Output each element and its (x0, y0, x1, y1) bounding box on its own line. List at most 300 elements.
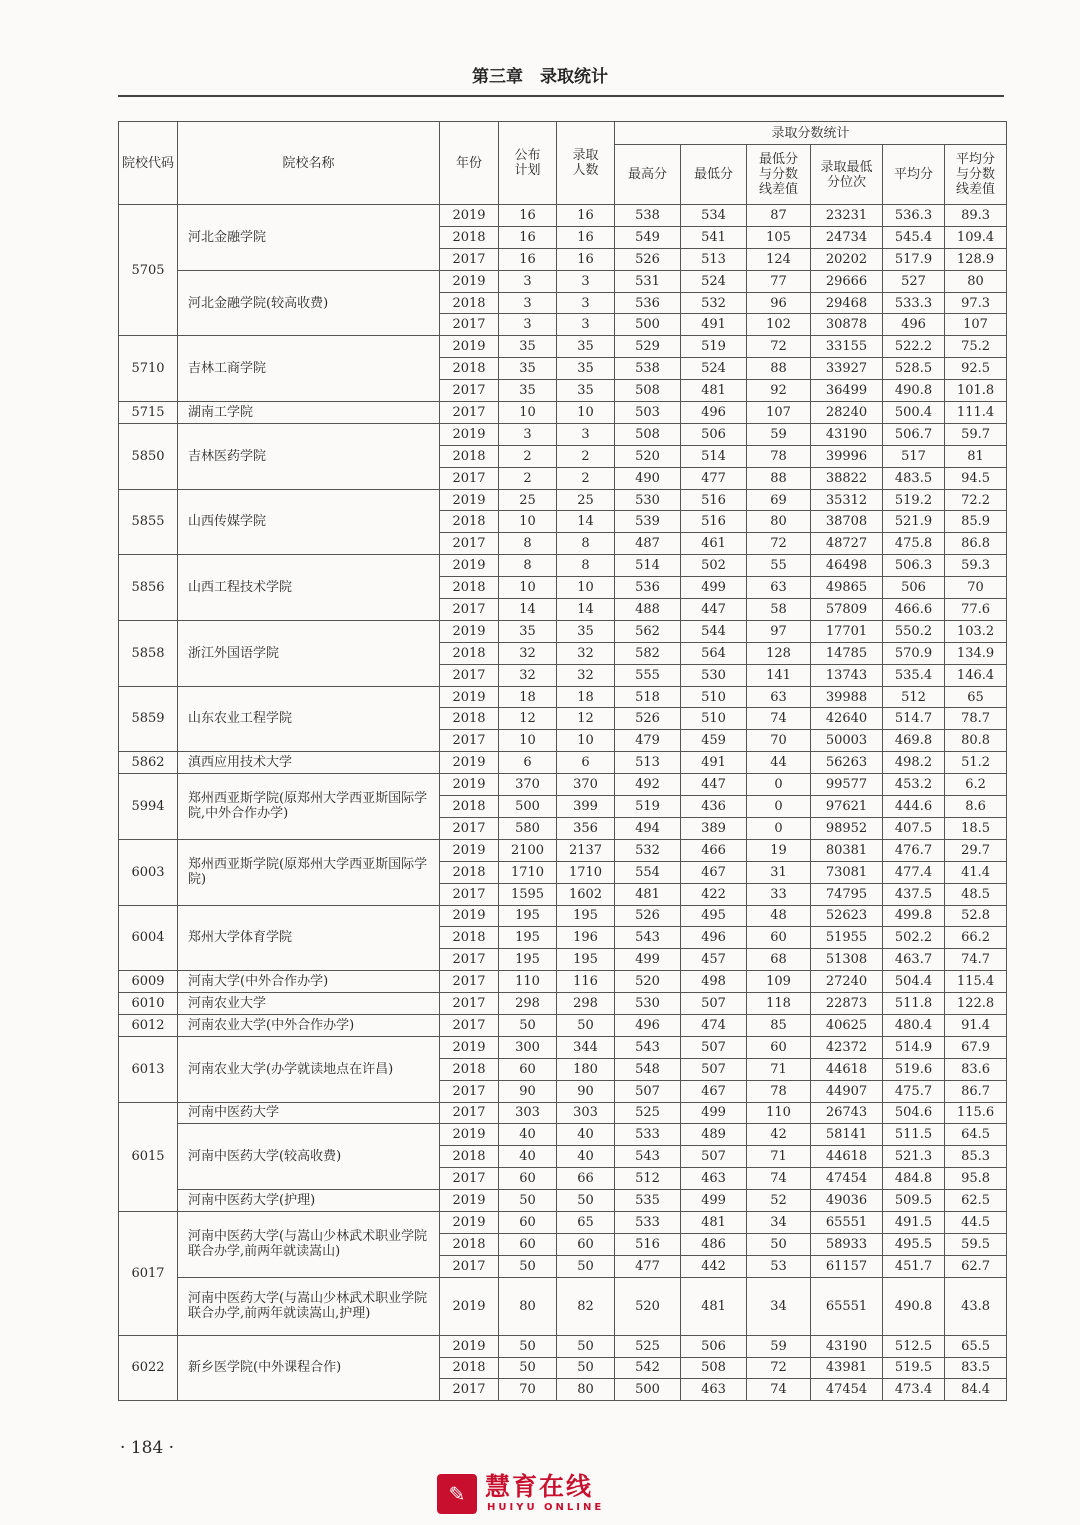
cell-admitted: 16 (557, 205, 615, 227)
logo-text-cn: 慧育在线 (485, 1472, 594, 1501)
cell-min: 496 (681, 402, 747, 424)
cell-year: 2019 (440, 555, 499, 577)
cell-avg-diff: 92.5 (945, 358, 1007, 380)
cell-year: 2017 (440, 380, 499, 402)
institution-name: 河南中医药大学(与嵩山少林武术职业学院联合办学,前两年就读嵩山,护理) (178, 1277, 440, 1335)
cell-max: 490 (615, 467, 681, 489)
cell-avg: 469.8 (883, 730, 945, 752)
cell-min-diff: 74 (747, 1168, 811, 1190)
institution-name: 新乡医学院(中外课程合作) (178, 1335, 440, 1401)
cell-admitted: 10 (557, 402, 615, 424)
cell-min: 459 (681, 730, 747, 752)
cell-year: 2018 (440, 1058, 499, 1080)
cell-max: 530 (615, 489, 681, 511)
cell-avg: 536.3 (883, 205, 945, 227)
cell-min-rank: 39996 (811, 445, 883, 467)
cell-min: 524 (681, 270, 747, 292)
cell-min-rank: 42372 (811, 1036, 883, 1058)
cell-avg-diff: 78.7 (945, 708, 1007, 730)
institution-name: 河南中医药大学(与嵩山少林武术职业学院联合办学,前两年就读嵩山) (178, 1211, 440, 1277)
table-row (119, 1102, 1007, 1124)
header-stats-group: 录取分数统计 (615, 122, 1007, 145)
table-row (119, 1014, 1007, 1036)
cell-min-diff: 50 (747, 1233, 811, 1255)
cell-min: 466 (681, 839, 747, 861)
cell-avg: 451.7 (883, 1255, 945, 1277)
table-row (119, 336, 1007, 358)
cell-avg-diff: 59.3 (945, 555, 1007, 577)
cell-min: 461 (681, 533, 747, 555)
cell-min-diff: 31 (747, 861, 811, 883)
cell-plan: 40 (499, 1146, 557, 1168)
cell-min-rank: 28240 (811, 402, 883, 424)
cell-max: 533 (615, 1124, 681, 1146)
cell-admitted: 116 (557, 971, 615, 993)
cell-avg: 491.5 (883, 1211, 945, 1233)
cell-min-diff: 71 (747, 1146, 811, 1168)
cell-min-diff: 97 (747, 620, 811, 642)
table-row (119, 489, 1007, 511)
cell-min-rank: 36499 (811, 380, 883, 402)
cell-min-diff: 55 (747, 555, 811, 577)
cell-max: 538 (615, 358, 681, 380)
cell-plan: 2 (499, 467, 557, 489)
cell-plan: 70 (499, 1379, 557, 1401)
cell-plan: 90 (499, 1080, 557, 1102)
cell-avg: 535.4 (883, 664, 945, 686)
cell-year: 2017 (440, 817, 499, 839)
cell-min-rank: 50003 (811, 730, 883, 752)
cell-min-diff: 48 (747, 905, 811, 927)
cell-avg-diff: 128.9 (945, 248, 1007, 270)
cell-admitted: 80 (557, 1379, 615, 1401)
cell-plan: 35 (499, 358, 557, 380)
institution-name: 河南农业大学 (178, 993, 440, 1015)
cell-year: 2018 (440, 226, 499, 248)
cell-min-rank: 43190 (811, 423, 883, 445)
cell-min-diff: 70 (747, 730, 811, 752)
cell-min-diff: 69 (747, 489, 811, 511)
institution-name: 河南农业大学(办学就读地点在许昌) (178, 1036, 440, 1102)
cell-admitted: 50 (557, 1335, 615, 1357)
cell-avg-diff: 65.5 (945, 1335, 1007, 1357)
cell-year: 2019 (440, 336, 499, 358)
cell-plan: 8 (499, 555, 557, 577)
cell-year: 2017 (440, 730, 499, 752)
admission-table (118, 121, 1007, 1401)
cell-plan: 60 (499, 1168, 557, 1190)
cell-admitted: 8 (557, 555, 615, 577)
logo-mark-icon: ✎ (437, 1474, 477, 1514)
cell-year: 2019 (440, 839, 499, 861)
cell-min-rank: 80381 (811, 839, 883, 861)
cell-min-diff: 60 (747, 1036, 811, 1058)
institution-name: 湖南工学院 (178, 402, 440, 424)
cell-max: 526 (615, 248, 681, 270)
cell-avg-diff: 74.7 (945, 949, 1007, 971)
cell-year: 2017 (440, 248, 499, 270)
cell-avg-diff: 111.4 (945, 402, 1007, 424)
cell-plan: 8 (499, 533, 557, 555)
cell-min-rank: 44907 (811, 1080, 883, 1102)
cell-avg: 514.7 (883, 708, 945, 730)
institution-code: 6012 (119, 1014, 178, 1036)
cell-year: 2019 (440, 1036, 499, 1058)
cell-year: 2018 (440, 1146, 499, 1168)
cell-admitted: 180 (557, 1058, 615, 1080)
cell-min-diff: 85 (747, 1014, 811, 1036)
cell-plan: 195 (499, 927, 557, 949)
cell-max: 582 (615, 642, 681, 664)
cell-avg: 480.4 (883, 1014, 945, 1036)
cell-min-rank: 52623 (811, 905, 883, 927)
cell-admitted: 2 (557, 445, 615, 467)
cell-min: 507 (681, 1146, 747, 1168)
cell-min: 498 (681, 971, 747, 993)
cell-min-rank: 42640 (811, 708, 883, 730)
cell-plan: 60 (499, 1058, 557, 1080)
institution-code: 6010 (119, 993, 178, 1015)
cell-min: 544 (681, 620, 747, 642)
cell-avg-diff: 89.3 (945, 205, 1007, 227)
table-row (119, 270, 1007, 292)
cell-min-diff: 42 (747, 1124, 811, 1146)
cell-year: 2019 (440, 1211, 499, 1233)
cell-min-rank: 44618 (811, 1058, 883, 1080)
cell-plan: 298 (499, 993, 557, 1015)
cell-min-rank: 43190 (811, 1335, 883, 1357)
cell-min-rank: 38822 (811, 467, 883, 489)
cell-admitted: 3 (557, 270, 615, 292)
cell-plan: 80 (499, 1277, 557, 1335)
cell-avg-diff: 83.6 (945, 1058, 1007, 1080)
cell-max: 520 (615, 445, 681, 467)
cell-avg: 476.7 (883, 839, 945, 861)
cell-min-rank: 98952 (811, 817, 883, 839)
cell-avg-diff: 8.6 (945, 796, 1007, 818)
cell-min-diff: 58 (747, 599, 811, 621)
cell-max: 536 (615, 577, 681, 599)
cell-avg: 506.7 (883, 423, 945, 445)
cell-min-rank: 56263 (811, 752, 883, 774)
cell-year: 2018 (440, 796, 499, 818)
cell-min-rank: 29666 (811, 270, 883, 292)
cell-avg: 550.2 (883, 620, 945, 642)
cell-avg-diff: 66.2 (945, 927, 1007, 949)
cell-max: 535 (615, 1190, 681, 1212)
cell-min-diff: 71 (747, 1058, 811, 1080)
cell-admitted: 35 (557, 358, 615, 380)
cell-avg: 517 (883, 445, 945, 467)
cell-avg: 500.4 (883, 402, 945, 424)
cell-min-rank: 65551 (811, 1277, 883, 1335)
cell-plan: 12 (499, 708, 557, 730)
huiyu-logo (437, 1472, 647, 1516)
cell-year: 2018 (440, 1357, 499, 1379)
institution-code: 5715 (119, 402, 178, 424)
cell-year: 2018 (440, 292, 499, 314)
cell-min: 508 (681, 1357, 747, 1379)
institution-code: 5856 (119, 555, 178, 621)
cell-min-rank: 24734 (811, 226, 883, 248)
cell-avg-diff: 18.5 (945, 817, 1007, 839)
cell-min-rank: 43981 (811, 1357, 883, 1379)
cell-min-rank: 61157 (811, 1255, 883, 1277)
institution-code: 5858 (119, 620, 178, 686)
page-number: · 184 · (120, 1438, 175, 1458)
table-row (119, 774, 1007, 796)
cell-min: 477 (681, 467, 747, 489)
cell-min-rank: 33155 (811, 336, 883, 358)
cell-year: 2019 (440, 423, 499, 445)
table-row (119, 1036, 1007, 1058)
cell-min: 532 (681, 292, 747, 314)
cell-min: 507 (681, 1036, 747, 1058)
cell-min: 491 (681, 314, 747, 336)
cell-max: 520 (615, 971, 681, 993)
cell-min-diff: 63 (747, 577, 811, 599)
table-row (119, 1190, 1007, 1212)
cell-min-rank: 29468 (811, 292, 883, 314)
cell-min: 541 (681, 226, 747, 248)
cell-avg-diff: 81 (945, 445, 1007, 467)
cell-min: 486 (681, 1233, 747, 1255)
cell-min-diff: 74 (747, 708, 811, 730)
cell-admitted: 3 (557, 292, 615, 314)
cell-max: 554 (615, 861, 681, 883)
cell-plan: 3 (499, 423, 557, 445)
cell-plan: 50 (499, 1014, 557, 1036)
cell-year: 2018 (440, 708, 499, 730)
cell-avg: 483.5 (883, 467, 945, 489)
cell-avg: 504.4 (883, 971, 945, 993)
table-row (119, 1211, 1007, 1233)
cell-avg: 512 (883, 686, 945, 708)
cell-year: 2017 (440, 467, 499, 489)
cell-admitted: 3 (557, 423, 615, 445)
cell-min-diff: 33 (747, 883, 811, 905)
cell-max: 549 (615, 226, 681, 248)
cell-min: 467 (681, 861, 747, 883)
cell-min: 514 (681, 445, 747, 467)
cell-min: 463 (681, 1168, 747, 1190)
institution-code: 6004 (119, 905, 178, 971)
cell-year: 2017 (440, 1168, 499, 1190)
cell-avg: 506.3 (883, 555, 945, 577)
cell-avg-diff: 103.2 (945, 620, 1007, 642)
cell-min: 519 (681, 336, 747, 358)
cell-avg: 506 (883, 577, 945, 599)
institution-name: 吉林医药学院 (178, 423, 440, 489)
cell-avg-diff: 101.8 (945, 380, 1007, 402)
institution-name: 山西传媒学院 (178, 489, 440, 555)
cell-admitted: 3 (557, 314, 615, 336)
cell-min-diff: 141 (747, 664, 811, 686)
cell-plan: 16 (499, 248, 557, 270)
cell-min-rank: 23231 (811, 205, 883, 227)
header-avg-diff: 平均分与分数线差值 (945, 145, 1007, 205)
cell-max: 538 (615, 205, 681, 227)
cell-year: 2018 (440, 861, 499, 883)
cell-admitted: 399 (557, 796, 615, 818)
header-avg: 平均分 (883, 145, 945, 205)
institution-code: 6017 (119, 1211, 178, 1335)
table-row (119, 752, 1007, 774)
cell-max: 525 (615, 1335, 681, 1357)
cell-year: 2018 (440, 927, 499, 949)
cell-admitted: 60 (557, 1233, 615, 1255)
cell-max: 512 (615, 1168, 681, 1190)
cell-year: 2018 (440, 1233, 499, 1255)
cell-avg: 504.6 (883, 1102, 945, 1124)
cell-avg: 407.5 (883, 817, 945, 839)
cell-min-diff: 0 (747, 796, 811, 818)
cell-min-rank: 51308 (811, 949, 883, 971)
cell-plan: 16 (499, 205, 557, 227)
cell-max: 555 (615, 664, 681, 686)
cell-min-rank: 39988 (811, 686, 883, 708)
table-row (119, 1124, 1007, 1146)
cell-min: 510 (681, 686, 747, 708)
cell-avg-diff: 85.9 (945, 511, 1007, 533)
cell-min-rank: 57809 (811, 599, 883, 621)
cell-min-rank: 33927 (811, 358, 883, 380)
cell-min-diff: 44 (747, 752, 811, 774)
cell-plan: 10 (499, 511, 557, 533)
institution-code: 5710 (119, 336, 178, 402)
cell-avg-diff: 67.9 (945, 1036, 1007, 1058)
cell-max: 548 (615, 1058, 681, 1080)
cell-avg-diff: 62.5 (945, 1190, 1007, 1212)
cell-year: 2019 (440, 1190, 499, 1212)
institution-code: 5705 (119, 205, 178, 336)
cell-min: 447 (681, 774, 747, 796)
cell-year: 2017 (440, 883, 499, 905)
cell-min: 499 (681, 1190, 747, 1212)
cell-min-rank: 65551 (811, 1211, 883, 1233)
cell-min-diff: 80 (747, 511, 811, 533)
cell-min: 474 (681, 1014, 747, 1036)
cell-avg-diff: 83.5 (945, 1357, 1007, 1379)
institution-name: 滇西应用技术大学 (178, 752, 440, 774)
cell-avg: 528.5 (883, 358, 945, 380)
cell-min: 467 (681, 1080, 747, 1102)
cell-admitted: 6 (557, 752, 615, 774)
cell-min-diff: 78 (747, 1080, 811, 1102)
cell-min-diff: 78 (747, 445, 811, 467)
cell-admitted: 16 (557, 226, 615, 248)
cell-year: 2019 (440, 205, 499, 227)
table-row (119, 971, 1007, 993)
cell-plan: 3 (499, 292, 557, 314)
header-rule (118, 95, 1004, 97)
institution-name: 吉林工商学院 (178, 336, 440, 402)
cell-avg: 463.7 (883, 949, 945, 971)
cell-year: 2017 (440, 402, 499, 424)
cell-avg-diff: 6.2 (945, 774, 1007, 796)
cell-min-rank: 17701 (811, 620, 883, 642)
cell-plan: 580 (499, 817, 557, 839)
institution-code: 5994 (119, 774, 178, 840)
cell-min-diff: 59 (747, 1335, 811, 1357)
table-row (119, 686, 1007, 708)
cell-min-diff: 107 (747, 402, 811, 424)
cell-avg: 473.4 (883, 1379, 945, 1401)
cell-admitted: 1602 (557, 883, 615, 905)
cell-min-rank: 22873 (811, 993, 883, 1015)
cell-admitted: 40 (557, 1146, 615, 1168)
cell-admitted: 35 (557, 380, 615, 402)
cell-avg-diff: 80.8 (945, 730, 1007, 752)
cell-plan: 35 (499, 336, 557, 358)
cell-avg: 511.5 (883, 1124, 945, 1146)
cell-min: 564 (681, 642, 747, 664)
cell-admitted: 12 (557, 708, 615, 730)
institution-name: 河南中医药大学(较高收费) (178, 1124, 440, 1190)
cell-avg: 502.2 (883, 927, 945, 949)
cell-avg: 517.9 (883, 248, 945, 270)
cell-plan: 195 (499, 905, 557, 927)
cell-avg-diff: 48.5 (945, 883, 1007, 905)
institution-code: 5862 (119, 752, 178, 774)
cell-min: 499 (681, 1102, 747, 1124)
cell-avg: 519.6 (883, 1058, 945, 1080)
cell-plan: 16 (499, 226, 557, 248)
cell-min-diff: 74 (747, 1379, 811, 1401)
institution-code: 5855 (119, 489, 178, 555)
cell-min: 502 (681, 555, 747, 577)
header-year: 年份 (440, 122, 499, 205)
cell-min: 506 (681, 1335, 747, 1357)
cell-max: 519 (615, 796, 681, 818)
cell-year: 2017 (440, 533, 499, 555)
cell-min-diff: 68 (747, 949, 811, 971)
cell-avg-diff: 65 (945, 686, 1007, 708)
cell-avg-diff: 107 (945, 314, 1007, 336)
cell-min-diff: 72 (747, 533, 811, 555)
table-row (119, 1277, 1007, 1335)
cell-plan: 110 (499, 971, 557, 993)
cell-plan: 3 (499, 314, 557, 336)
table-row (119, 423, 1007, 445)
institution-name: 河南中医药大学(护理) (178, 1190, 440, 1212)
cell-avg-diff: 85.3 (945, 1146, 1007, 1168)
cell-plan: 10 (499, 730, 557, 752)
cell-plan: 10 (499, 402, 557, 424)
cell-year: 2018 (440, 358, 499, 380)
cell-plan: 195 (499, 949, 557, 971)
cell-min-rank: 38708 (811, 511, 883, 533)
cell-avg: 444.6 (883, 796, 945, 818)
cell-min-diff: 96 (747, 292, 811, 314)
cell-year: 2018 (440, 577, 499, 599)
cell-min: 507 (681, 1058, 747, 1080)
cell-min-diff: 88 (747, 358, 811, 380)
cell-plan: 25 (499, 489, 557, 511)
cell-min: 463 (681, 1379, 747, 1401)
header-min-rank: 录取最低分位次 (811, 145, 883, 205)
cell-min-diff: 77 (747, 270, 811, 292)
cell-year: 2019 (440, 905, 499, 927)
cell-admitted: 35 (557, 620, 615, 642)
cell-avg-diff: 109.4 (945, 226, 1007, 248)
institution-name: 郑州西亚斯学院(原郑州大学西亚斯国际学院) (178, 839, 440, 905)
cell-avg-diff: 62.7 (945, 1255, 1007, 1277)
cell-min-rank: 47454 (811, 1168, 883, 1190)
cell-max: 499 (615, 949, 681, 971)
cell-min-diff: 124 (747, 248, 811, 270)
institution-code: 6015 (119, 1102, 178, 1211)
